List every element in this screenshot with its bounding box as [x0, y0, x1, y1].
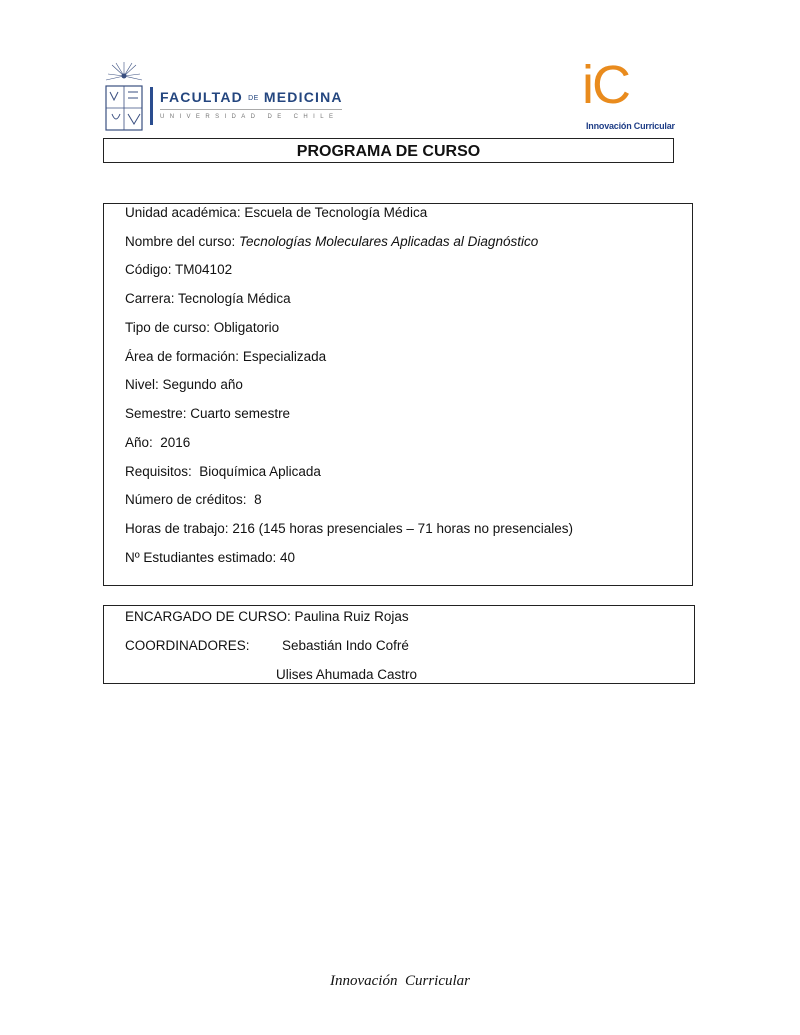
ic-logo [578, 55, 675, 134]
info-row-horas: Horas de trabajo: 216 (145 horas presenciales – 71 horas no presenciales) [125, 521, 574, 536]
info-row-codigo: Código: TM04102 [125, 262, 233, 277]
logo-rule [160, 109, 342, 110]
info-row-semestre: Semestre: Cuarto semestre [125, 406, 291, 421]
course-info-box [103, 203, 693, 586]
encargado-row: ENCARGADO DE CURSO: Paulina Ruiz Rojas [125, 609, 409, 624]
university-name: UNIVERSIDAD DE CHILE [160, 114, 339, 120]
coordinador-1: Sebastián Indo Cofré [282, 638, 409, 653]
staff-box [103, 605, 695, 684]
page-title: PROGRAMA DE CURSO [296, 143, 481, 160]
logo-divider [150, 87, 153, 125]
info-row-area: Área de formación: Especializada [125, 349, 327, 364]
info-row-estudiantes: Nº Estudiantes estimado: 40 [125, 550, 296, 565]
info-row-nivel: Nivel: Segundo año [125, 377, 243, 392]
info-row-carrera: Carrera: Tecnología Médica [125, 291, 291, 306]
ic-logo-letters: iC [582, 55, 629, 115]
faculty-logo [104, 62, 348, 132]
info-row-creditos: Número de créditos: 8 [125, 492, 262, 507]
ic-logo-caption: Innovación Curricular [586, 121, 675, 131]
info-row-nombre: Nombre del curso: Tecnologías Moleculares Aplicadas al Diagnóstico [125, 234, 539, 249]
title-box [103, 138, 674, 163]
info-row-unidad: Unidad académica: Escuela de Tecnología Médica [125, 205, 428, 220]
faculty-name: FACULTAD DE MEDICINA [160, 89, 343, 105]
coordinador-2: Ulises Ahumada Castro [276, 667, 418, 682]
footer-text: Innovación Curricular [330, 973, 470, 989]
info-row-tipo: Tipo de curso: Obligatorio [125, 320, 280, 335]
coordinadores-label: COORDINADORES: [125, 638, 250, 653]
info-row-requisitos: Requisitos: Bioquímica Aplicada [125, 464, 321, 479]
info-row-anio: Año: 2016 [125, 435, 191, 450]
university-crest-icon [104, 62, 144, 132]
